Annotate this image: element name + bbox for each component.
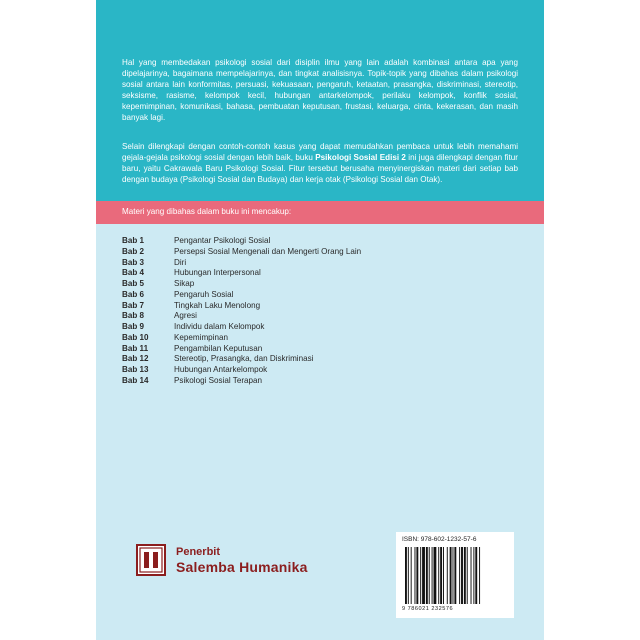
- barcode-digits: 9 786021 232576: [402, 606, 454, 612]
- chapter-title: Persepsi Sosial Mengenali dan Mengerti Orang Lain: [174, 246, 362, 256]
- chapter-item: [122, 301, 361, 312]
- chapter-title: Pengambilan Keputusan: [174, 343, 263, 353]
- chapter-number: Bab 12: [122, 354, 149, 364]
- chapter-item: [122, 344, 361, 355]
- chapter-number: Bab 6: [122, 289, 145, 299]
- chapter-number: Bab 11: [122, 343, 149, 353]
- book-title-bold: Psikologi Sosial Edisi 2: [315, 152, 406, 162]
- salemba-logo-icon: [136, 544, 166, 576]
- intro-paragraph-2-start: Selain dilengkapi dengan contoh-contoh kasus yang dapat memudahkan pembaca untuk lebih memahami gejala-gejala psikologi sosial dengan lebih baik, buku: [122, 142, 518, 162]
- chapter-number: Bab 8: [122, 311, 145, 321]
- publisher-label: Penerbit: [176, 546, 221, 558]
- chapter-number: Bab 13: [122, 365, 149, 374]
- chapter-number: Bab 14: [122, 375, 149, 385]
- chapter-item: [122, 279, 361, 290]
- chapter-title: Psikologi Sosial Terapan: [174, 375, 263, 385]
- chapter-item: [122, 322, 361, 333]
- chapter-number: Bab 7: [122, 300, 145, 310]
- chapter-title: Kepemimpinan: [174, 332, 228, 342]
- chapter-item: [122, 333, 361, 344]
- chapter-title: Sikap: [174, 279, 195, 288]
- intro-paragraph-2-end: ini juga dilengkapi dengan fitur baru, yaitu Cakrawala Baru Psikologi Sosial. Fitur tersebut berusaha menyinergiskan materi dari setiap bab dengan budaya (Psikologi Sosial dan Budaya) dan kerja otak (Psikologi Sosial dan Otak).: [122, 152, 518, 184]
- isbn-label: ISBN: 978-602-1232-57-6: [402, 536, 477, 543]
- chapter-item: [122, 354, 361, 365]
- isbn-barcode-box: [396, 532, 514, 618]
- chapter-title: Diri: [174, 257, 187, 267]
- chapter-title: Hubungan Interpersonal: [174, 268, 261, 278]
- chapter-item: [122, 290, 361, 301]
- chapter-number: Bab 1: [122, 236, 145, 245]
- chapter-number: Bab 5: [122, 279, 145, 288]
- book-back-cover: [96, 0, 544, 640]
- barcode-graphic: [404, 547, 506, 605]
- chapter-title: Pengantar Psikologi Sosial: [174, 236, 271, 245]
- chapter-title: Tingkah Laku Menolong: [174, 300, 261, 310]
- chapter-item: [122, 247, 361, 258]
- chapter-title: Pengaruh Sosial: [174, 289, 234, 299]
- topics-heading: Materi yang dibahas dalam buku ini mencakup:: [122, 207, 292, 216]
- chapter-title: Hubungan Antarkelompok: [174, 365, 268, 374]
- chapter-item: [122, 236, 361, 247]
- chapter-item: [122, 268, 361, 279]
- chapter-item: [122, 376, 361, 387]
- intro-paragraph-2: [122, 142, 518, 186]
- chapter-list: [122, 236, 361, 387]
- publisher-name: Salemba Humanika: [176, 559, 308, 575]
- chapter-title: Agresi: [174, 311, 197, 321]
- chapter-number: Bab 4: [122, 268, 145, 278]
- chapter-item: [122, 258, 361, 269]
- chapter-title: Stereotip, Prasangka, dan Diskriminasi: [174, 354, 314, 364]
- chapter-item: [122, 311, 361, 322]
- intro-paragraph-1: Hal yang membedakan psikologi sosial dari disiplin ilmu yang lain adalah kombinasi antara apa yang dipelajarinya, bagaimana mempelajarinya, dan tingkat analisisnya. Topik-topik yang dibahas dalam psikologi sosial antara lain konformitas, persuasi, kekuasaan, pengaruh, ketaatan, prasangka, diskriminasi, stereotip, seksisme, rasisme, kelompok kecil, hubungan antarkelompok, perilaku kelompok, konflik sosial, kepemimpinan, komunikasi, bahasa, pembuatan keputusan, frustasi, keluarga, cinta, kekerasan, dan masih banyak lagi.: [122, 58, 518, 122]
- chapter-number: Bab 10: [122, 332, 149, 342]
- chapter-number: Bab 3: [122, 257, 145, 267]
- chapter-number: Bab 9: [122, 322, 145, 331]
- chapter-item: [122, 365, 361, 376]
- chapter-title: Individu dalam Kelompok: [174, 322, 265, 331]
- chapter-number: Bab 2: [122, 246, 145, 256]
